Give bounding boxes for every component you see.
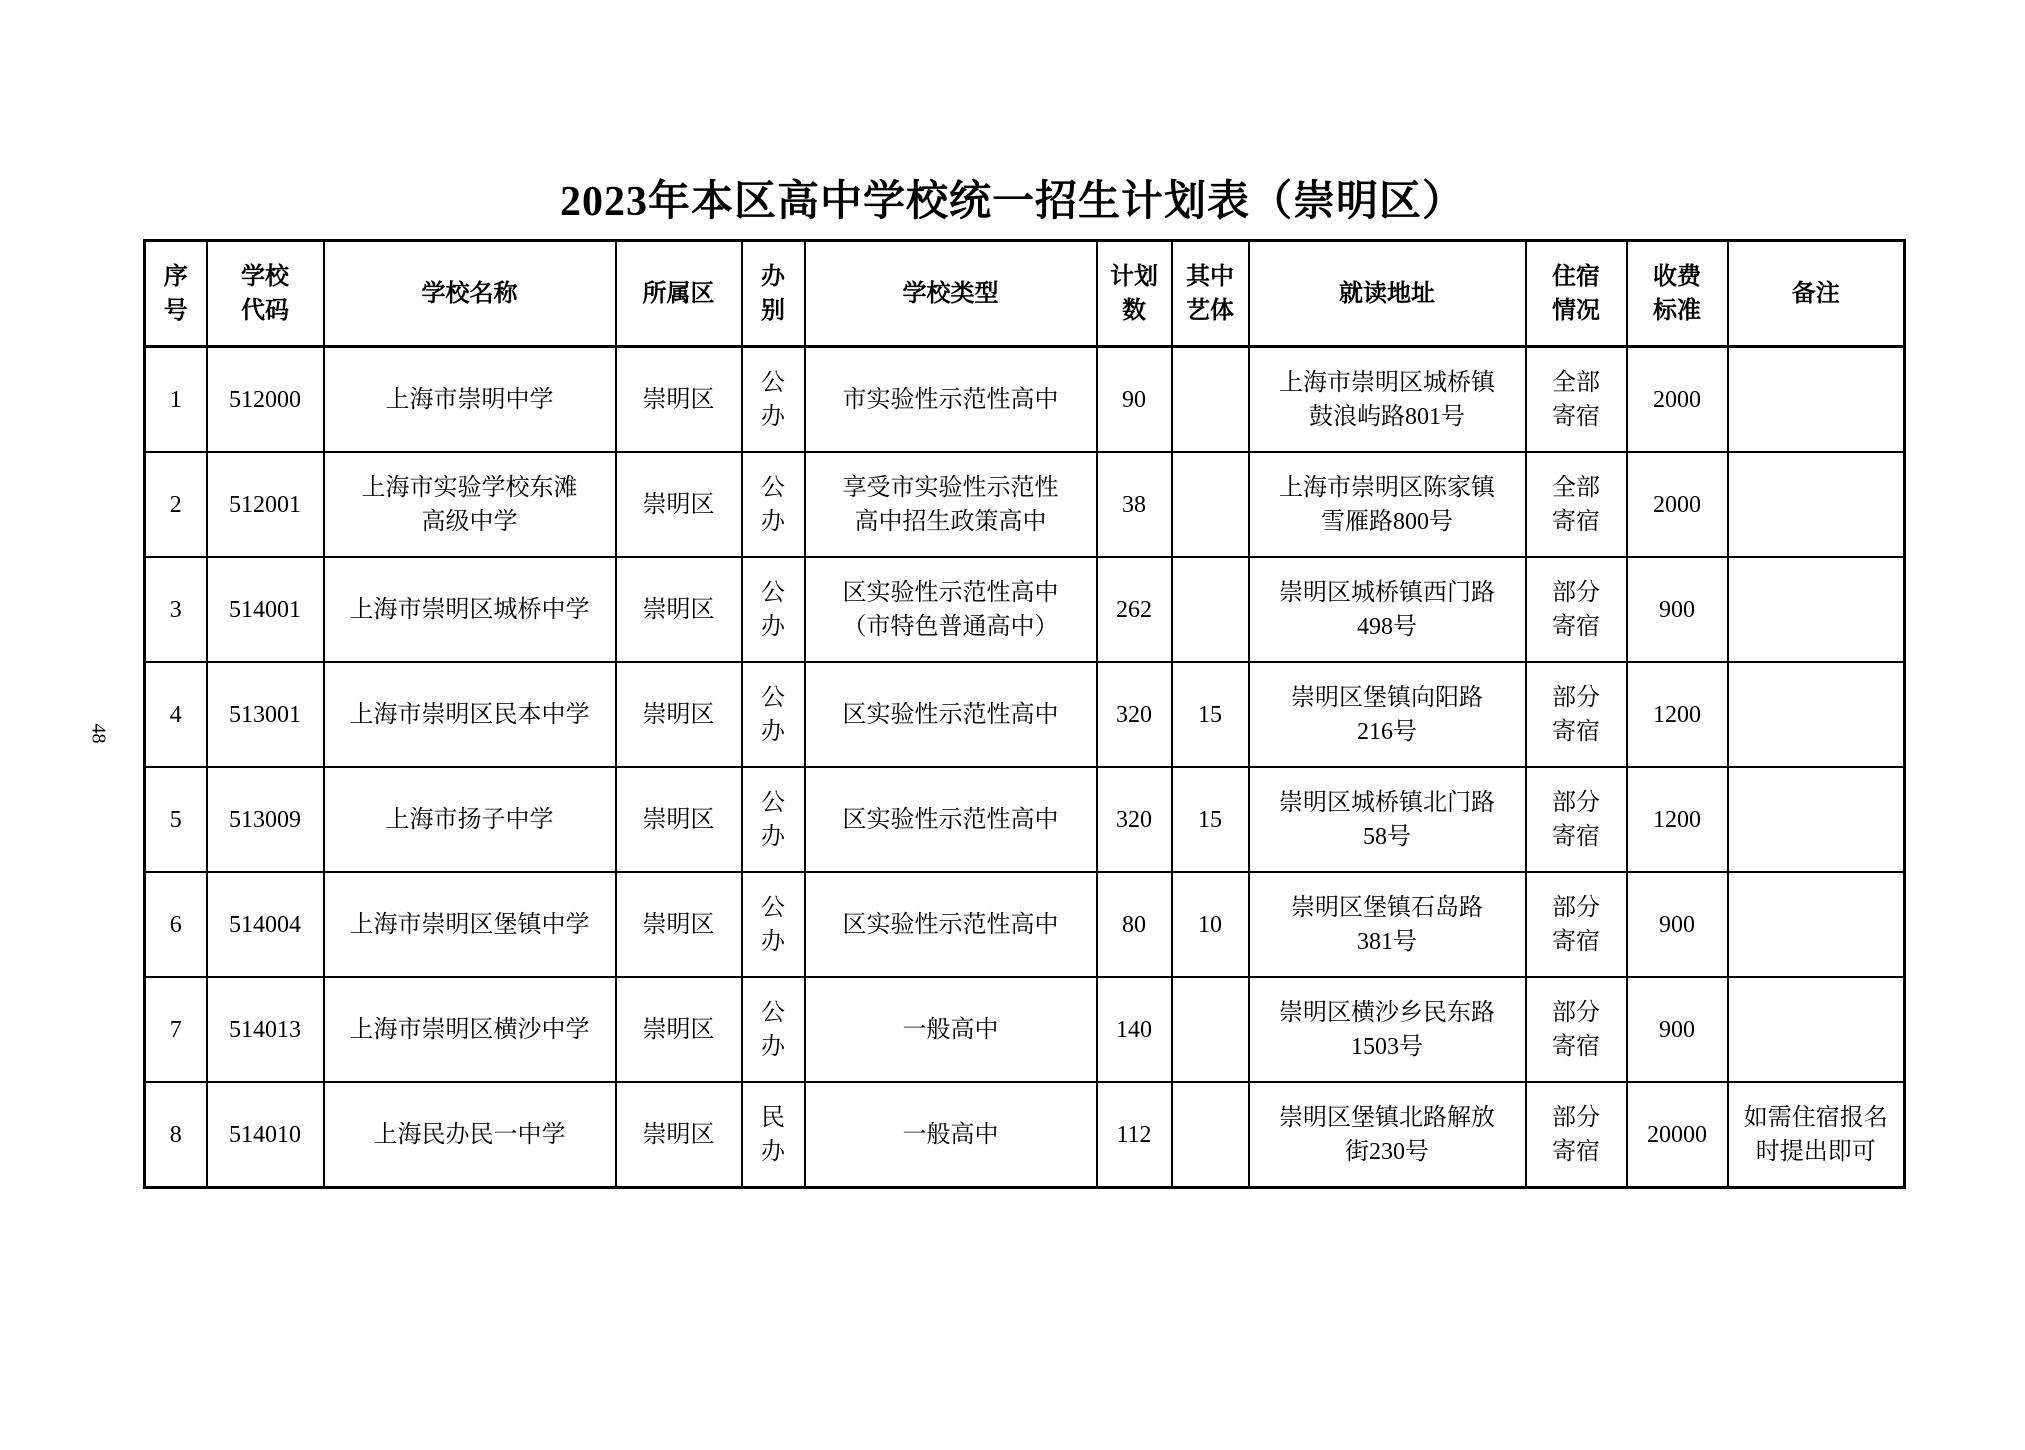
cell-arts: 10 [1172,872,1249,977]
header-fee: 收费 标准 [1627,241,1728,347]
table-body [145,347,1905,1188]
cell-name: 上海市实验学校东滩 高级中学 [324,452,616,557]
cell-name: 上海市扬子中学 [324,767,616,872]
header-code: 学校 代码 [207,241,324,347]
cell-boarding: 全部 寄宿 [1526,347,1627,453]
cell-remarks [1728,662,1905,767]
cell-district: 崇明区 [616,1082,742,1188]
cell-arts: 15 [1172,662,1249,767]
cell-district: 崇明区 [616,557,742,662]
cell-address: 崇明区城桥镇西门路 498号 [1249,557,1526,662]
cell-district: 崇明区 [616,662,742,767]
cell-fee: 1200 [1627,662,1728,767]
cell-fee: 900 [1627,977,1728,1082]
cell-name: 上海民办民一中学 [324,1082,616,1188]
cell-ownership: 公 办 [742,767,805,872]
table-row [145,977,1905,1082]
table-row [145,662,1905,767]
cell-ownership: 民 办 [742,1082,805,1188]
cell-name: 上海市崇明区横沙中学 [324,977,616,1082]
cell-fee: 20000 [1627,1082,1728,1188]
cell-plan: 38 [1097,452,1172,557]
header-plan: 计划 数 [1097,241,1172,347]
table-row [145,767,1905,872]
header-name: 学校名称 [324,241,616,347]
cell-remarks [1728,557,1905,662]
cell-boarding: 部分 寄宿 [1526,977,1627,1082]
cell-type: 享受市实验性示范性 高中招生政策高中 [805,452,1097,557]
cell-remarks [1728,452,1905,557]
cell-fee: 1200 [1627,767,1728,872]
cell-ownership: 公 办 [742,662,805,767]
cell-address: 崇明区横沙乡民东路 1503号 [1249,977,1526,1082]
cell-address: 崇明区堡镇向阳路 216号 [1249,662,1526,767]
cell-code: 514001 [207,557,324,662]
cell-district: 崇明区 [616,977,742,1082]
cell-plan: 320 [1097,662,1172,767]
cell-arts [1172,1082,1249,1188]
header-district: 所属区 [616,241,742,347]
cell-address: 崇明区堡镇石岛路 381号 [1249,872,1526,977]
cell-type: 一般高中 [805,1082,1097,1188]
cell-boarding: 全部 寄宿 [1526,452,1627,557]
header-remarks: 备注 [1728,241,1905,347]
cell-seq: 7 [145,977,207,1082]
cell-boarding: 部分 寄宿 [1526,557,1627,662]
cell-type: 一般高中 [805,977,1097,1082]
cell-ownership: 公 办 [742,452,805,557]
cell-address: 崇明区城桥镇北门路 58号 [1249,767,1526,872]
table-header-row [145,241,1905,347]
cell-remarks [1728,872,1905,977]
cell-boarding: 部分 寄宿 [1526,1082,1627,1188]
cell-ownership: 公 办 [742,557,805,662]
cell-ownership: 公 办 [742,872,805,977]
cell-district: 崇明区 [616,767,742,872]
cell-fee: 900 [1627,872,1728,977]
page-title: 2023年本区高中学校统一招生计划表（崇明区） [559,179,1465,225]
cell-arts: 15 [1172,767,1249,872]
cell-seq: 4 [145,662,207,767]
cell-district: 崇明区 [616,347,742,453]
cell-seq: 2 [145,452,207,557]
header-boarding: 住宿 情况 [1526,241,1627,347]
cell-plan: 112 [1097,1082,1172,1188]
cell-district: 崇明区 [616,872,742,977]
cell-code: 514004 [207,872,324,977]
table-row [145,347,1905,453]
cell-address: 上海市崇明区陈家镇 雪雁路800号 [1249,452,1526,557]
table-row [145,452,1905,557]
cell-address: 崇明区堡镇北路解放 街230号 [1249,1082,1526,1188]
table-row [145,557,1905,662]
header-arts: 其中 艺体 [1172,241,1249,347]
cell-arts [1172,557,1249,662]
cell-boarding: 部分 寄宿 [1526,872,1627,977]
cell-code: 512001 [207,452,324,557]
cell-type: 区实验性示范性高中 [805,662,1097,767]
page-number: 48 [87,723,110,744]
cell-fee: 2000 [1627,452,1728,557]
header-type: 学校类型 [805,241,1097,347]
cell-name: 上海市崇明中学 [324,347,616,453]
cell-boarding: 部分 寄宿 [1526,662,1627,767]
cell-code: 513009 [207,767,324,872]
cell-type: 区实验性示范性高中 [805,767,1097,872]
cell-seq: 6 [145,872,207,977]
cell-plan: 80 [1097,872,1172,977]
cell-seq: 5 [145,767,207,872]
cell-arts [1172,347,1249,453]
cell-seq: 8 [145,1082,207,1188]
cell-address: 上海市崇明区城桥镇 鼓浪屿路801号 [1249,347,1526,453]
cell-arts [1172,977,1249,1082]
cell-code: 514010 [207,1082,324,1188]
cell-district: 崇明区 [616,452,742,557]
cell-code: 514013 [207,977,324,1082]
cell-remarks [1728,977,1905,1082]
header-seq: 序 号 [145,241,207,347]
cell-code: 512000 [207,347,324,453]
cell-plan: 140 [1097,977,1172,1082]
cell-fee: 2000 [1627,347,1728,453]
cell-fee: 900 [1627,557,1728,662]
cell-code: 513001 [207,662,324,767]
table-row [145,872,1905,977]
cell-type: 区实验性示范性高中 [805,872,1097,977]
cell-ownership: 公 办 [742,347,805,453]
cell-plan: 90 [1097,347,1172,453]
cell-seq: 3 [145,557,207,662]
cell-type: 区实验性示范性高中 （市特色普通高中） [805,557,1097,662]
header-ownership: 办 别 [742,241,805,347]
cell-plan: 320 [1097,767,1172,872]
cell-ownership: 公 办 [742,977,805,1082]
enrollment-plan-table [143,239,1906,1189]
cell-name: 上海市崇明区堡镇中学 [324,872,616,977]
cell-type: 市实验性示范性高中 [805,347,1097,453]
table-row [145,1082,1905,1188]
cell-name: 上海市崇明区城桥中学 [324,557,616,662]
cell-boarding: 部分 寄宿 [1526,767,1627,872]
cell-remarks [1728,347,1905,453]
cell-name: 上海市崇明区民本中学 [324,662,616,767]
cell-remarks [1728,767,1905,872]
cell-plan: 262 [1097,557,1172,662]
header-address: 就读地址 [1249,241,1526,347]
cell-remarks: 如需住宿报名 时提出即可 [1728,1082,1905,1188]
cell-arts [1172,452,1249,557]
cell-seq: 1 [145,347,207,453]
